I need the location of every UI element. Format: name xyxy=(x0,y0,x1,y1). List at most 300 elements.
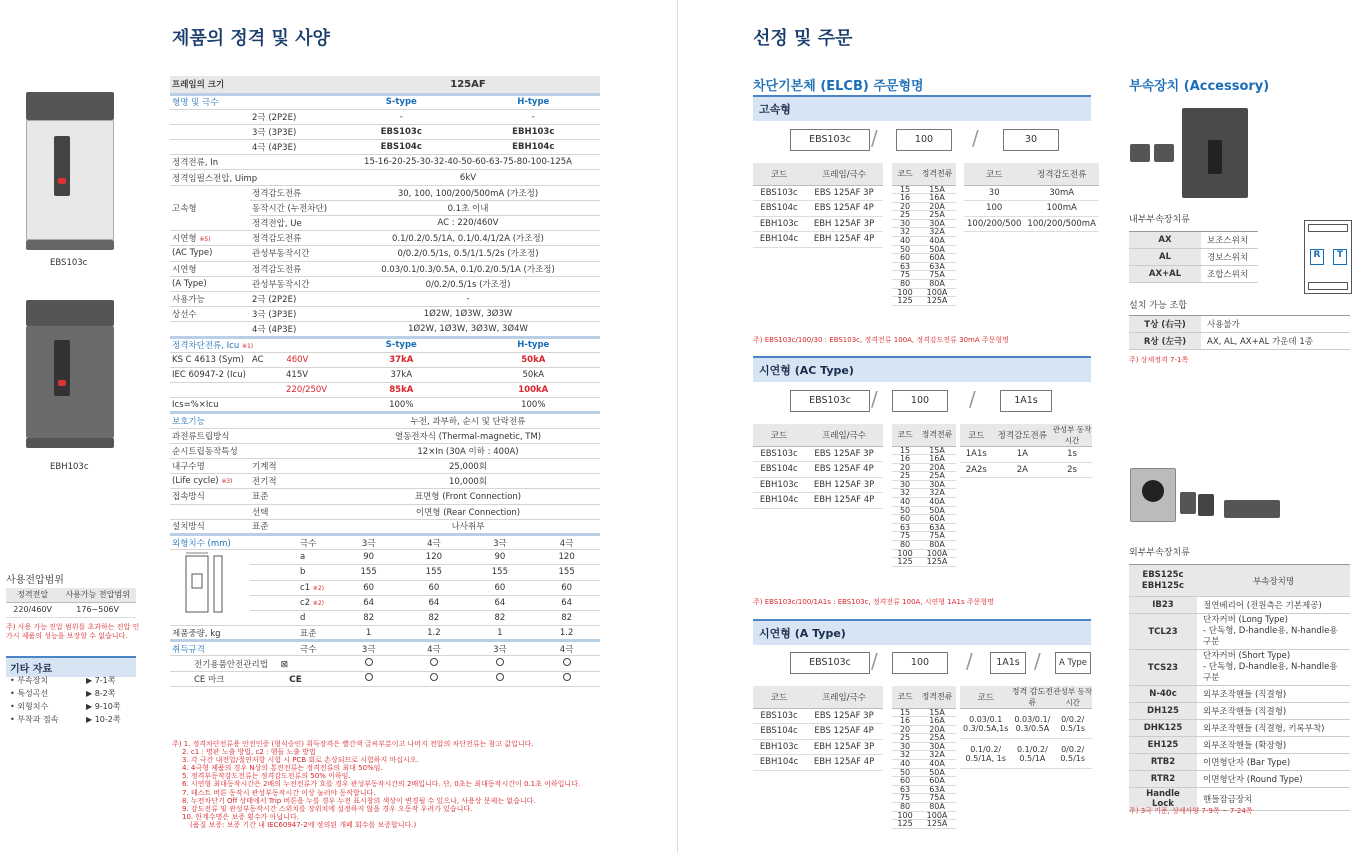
ks-label: KS C 4613 (Sym) xyxy=(170,352,250,367)
col-header: 코드 xyxy=(753,424,805,446)
current-code: 125 xyxy=(892,558,918,567)
cert-label: 취득규격 xyxy=(170,641,250,656)
current-row xyxy=(892,280,956,289)
prot-value: 누전, 과부하, 순시 및 단락전류 xyxy=(336,413,600,428)
combo-note: 주) 상세정격 7-1쪽 xyxy=(1129,356,1189,364)
dim-value: 64 xyxy=(336,595,401,610)
frame-value: 125AF xyxy=(336,76,600,94)
icu-voltage: 220/250V xyxy=(286,385,328,396)
current-code: 15 xyxy=(892,185,918,194)
hs-sens-box: 30 xyxy=(1003,129,1059,151)
ac-code-box: EBS103c xyxy=(790,390,870,412)
current-code: 125 xyxy=(892,820,918,829)
prot-label: 보호기능 xyxy=(170,413,336,428)
dim-header: 극수 xyxy=(250,534,336,549)
pole-label: 3극 (3P3E) xyxy=(250,124,336,139)
current-value: 60A xyxy=(918,515,956,524)
life-key: 기계적 xyxy=(250,459,336,474)
slash-separator: / xyxy=(871,126,878,150)
weight-value: 1 xyxy=(467,626,534,641)
cert-row-ce: CE 마크 CE xyxy=(170,671,336,686)
col-header: 정격 감도전류 xyxy=(1011,687,1053,707)
current-code: 75 xyxy=(892,532,918,541)
current-code: 80 xyxy=(892,803,918,812)
spec-table xyxy=(170,76,600,687)
a-type-label2: (A Type) xyxy=(170,276,250,291)
model-code: EBH104c xyxy=(753,232,805,248)
ics-label: Ics=%×Icu xyxy=(170,398,336,413)
sens-value: 0.1/0.2/ 0.5/1A xyxy=(1011,739,1053,769)
t-slot-label: T xyxy=(1333,249,1347,265)
model-frame: EBH 125AF 4P xyxy=(805,232,883,248)
model-frame: EBS 125AF 3P xyxy=(805,708,883,724)
cert-header: 극수 xyxy=(250,641,336,656)
circle-icon xyxy=(496,673,504,681)
dim-value: 64 xyxy=(467,595,534,610)
volt-header: 사용가능 전압범위 xyxy=(59,588,136,602)
ext-code: TCL23 xyxy=(1129,614,1197,650)
dim-value: 155 xyxy=(533,565,600,580)
kc-mark-icon: ⊠ xyxy=(280,659,289,670)
dim-key: c2 ※2) xyxy=(250,595,336,610)
elcb-order-title: 차단기본체 (ELCB) 주문형명 xyxy=(753,79,924,94)
slash-separator: / xyxy=(1034,649,1041,673)
hs-note: 주) EBS103c/100/30 : EBS103c, 정격전류 100A, 정격감도전류 30mA 주문형명 xyxy=(753,336,1009,344)
pole-value: EBS103c xyxy=(336,124,467,139)
sens-time: 1s xyxy=(1052,447,1092,463)
acc-code: AX+AL xyxy=(1129,266,1201,283)
dim-value: 120 xyxy=(533,550,600,565)
dim-key: d xyxy=(250,610,336,625)
col-header: 코드 xyxy=(892,424,918,446)
current-value: 15A xyxy=(918,446,956,455)
model-frame: EBS 125AF 3P xyxy=(805,185,883,201)
current-code: 60 xyxy=(892,515,918,524)
dim-value: 82 xyxy=(401,610,466,625)
sens-code: 1A1s xyxy=(960,447,993,463)
acc-code: AL xyxy=(1129,249,1201,266)
ac-sens-box: 1A1s xyxy=(1000,390,1052,412)
voltage-note: 주) 사용 가능 전압 범위를 초과하는 전압 인가시 제품의 성능을 보장할 수 없습니다. xyxy=(6,623,140,640)
current-value: 20A xyxy=(918,202,956,211)
cert-col: 4극 xyxy=(533,641,600,656)
other-resource-item[interactable]: • 부착과 점속 ▶ 10-2쪽 xyxy=(10,715,121,724)
circle-icon xyxy=(430,658,438,666)
current-code: 15 xyxy=(892,446,918,455)
current-value: 100A xyxy=(918,288,956,297)
col-header: 정격감도전류 xyxy=(993,424,1052,447)
current-value: 75A xyxy=(918,271,956,280)
h-type-header: H-type xyxy=(467,94,600,109)
dim-key: a xyxy=(250,550,336,565)
life-value: 10,000회 xyxy=(336,474,600,489)
slash-separator: / xyxy=(871,387,878,411)
external-note: 주) 3극 기준, 상세사양 7-9쪽 ~ 7-24쪽 xyxy=(1129,807,1253,815)
ext-code: DH125 xyxy=(1129,703,1197,720)
current-row xyxy=(892,820,956,829)
r-slot-label: R xyxy=(1310,249,1324,265)
current-code: 15 xyxy=(892,708,918,717)
ext-name: 핸들잠금장치 xyxy=(1197,788,1350,811)
a-key: 정격감도전류 xyxy=(250,261,336,276)
slash-separator: / xyxy=(969,387,976,411)
ics-s: 100% xyxy=(336,398,467,413)
ac-model-table xyxy=(753,424,883,509)
icu-h-value: 50kA xyxy=(467,367,600,382)
ac-note: 주) EBS103c/100/1A1s : EBS103c, 정격전류 100A, 시연형 1A1s 주문형명 xyxy=(753,598,994,606)
current-code: 63 xyxy=(892,523,918,532)
icu-voltage: 460V xyxy=(286,354,309,365)
a-model-table xyxy=(753,686,883,771)
ext-header: EBS125c EBH125c xyxy=(1129,565,1197,597)
a-type-label: 시연형 xyxy=(170,261,250,276)
model-code: EBS103c xyxy=(753,446,805,462)
high-speed-label: 고속형 xyxy=(170,185,250,231)
hs-value: 30, 100, 100/200/500mA (가조정) xyxy=(336,185,600,200)
dim-value: 60 xyxy=(533,580,600,595)
hs-model-table xyxy=(753,163,883,248)
icu-h-value: 50kA xyxy=(467,352,600,367)
rt-diagram xyxy=(1304,220,1352,294)
current-row xyxy=(892,558,956,567)
model-frame: EBH 125AF 3P xyxy=(805,216,883,232)
current-code: 20 xyxy=(892,463,918,472)
dim-col: 3극 xyxy=(467,534,534,549)
current-value: 20A xyxy=(918,463,956,472)
hs-value: 0.1초 이내 xyxy=(336,200,600,215)
current-code: 16 xyxy=(892,455,918,464)
col-header: 코드 xyxy=(753,163,805,185)
ac-amp-box: 100 xyxy=(892,390,948,412)
sens-time: 0/0.2/ 0.5/1s xyxy=(1053,709,1092,739)
mount-label: 설치방식 xyxy=(170,519,250,534)
current-code: 80 xyxy=(892,541,918,550)
hs-key: 정격감도전류 xyxy=(250,185,336,200)
current-row xyxy=(892,541,956,550)
model-frame: EBS 125AF 4P xyxy=(805,724,883,740)
current-code: 63 xyxy=(892,785,918,794)
ext-name: 이면형단자 (Round Type) xyxy=(1197,771,1350,788)
current-code: 25 xyxy=(892,211,918,220)
left-page-title: 제품의 정격 및 사양 xyxy=(172,28,330,49)
current-value: 60A xyxy=(918,777,956,786)
circle-icon xyxy=(430,673,438,681)
ext-code: Handle Lock xyxy=(1129,788,1197,811)
current-code: 75 xyxy=(892,271,918,280)
use-key: 2극 (2P2E) xyxy=(250,291,336,306)
sens-code: 30 xyxy=(964,185,1024,201)
acc-name: 보조스위치 xyxy=(1201,232,1258,249)
current-value: 75A xyxy=(918,794,956,803)
current-value: 32A xyxy=(918,228,956,237)
col-header: 정격감도전류 xyxy=(1024,163,1099,185)
ac-type-label: 시연형 ※5) xyxy=(170,231,250,246)
dim-value: 60 xyxy=(467,580,534,595)
current-value: 100A xyxy=(918,811,956,820)
ebh103c-product-image xyxy=(24,300,118,450)
current-code: 50 xyxy=(892,245,918,254)
use-value: - xyxy=(336,291,600,306)
dim-value: 60 xyxy=(336,580,401,595)
icu-h-value: 100kA xyxy=(467,383,600,398)
a-sens-box: 1A1s xyxy=(990,652,1026,674)
sens-time: 2s xyxy=(1052,462,1092,478)
current-value: 20A xyxy=(918,725,956,734)
icu-s-value: 85kA xyxy=(336,383,467,398)
uimp-value: 6kV xyxy=(336,170,600,185)
iec-label: IEC 60947-2 (Icu) xyxy=(170,367,250,382)
current-code: 32 xyxy=(892,489,918,498)
current-code: 25 xyxy=(892,472,918,481)
model-code: EBS103c xyxy=(753,185,805,201)
dim-value: 64 xyxy=(533,595,600,610)
col-header: 정격전류 xyxy=(918,424,956,446)
current-row xyxy=(892,717,956,726)
pole-value: EBH104c xyxy=(467,140,600,155)
life-label: 내구수명 xyxy=(170,459,250,474)
dim-key: c1 ※2) xyxy=(250,580,336,595)
hs-key: 정격전압, Ue xyxy=(250,216,336,231)
dim-key: b xyxy=(250,565,336,580)
current-value: 50A xyxy=(918,506,956,515)
conn-key: 선택 xyxy=(250,504,336,519)
dim-value: 90 xyxy=(467,550,534,565)
sens-code: 0.03/0.1 0.3/0.5A,1s xyxy=(960,709,1011,739)
hs-value: AC : 220/460V xyxy=(336,216,600,231)
ac-label: AC xyxy=(252,354,264,365)
hs-code-box: EBS103c xyxy=(790,129,870,151)
pole-label: 2극 (2P2E) xyxy=(250,109,336,124)
combo-value: 사용불가 xyxy=(1201,316,1350,333)
hs-sens-table xyxy=(964,163,1099,232)
combo-value: AX, AL, AX+AL 가운데 1종 xyxy=(1201,333,1350,350)
combo-phase: T상 (右극) xyxy=(1129,316,1201,333)
dim-col: 4극 xyxy=(401,534,466,549)
dim-value: 155 xyxy=(401,565,466,580)
other-resources-list xyxy=(6,675,136,727)
current-value: 63A xyxy=(918,785,956,794)
slash-separator: / xyxy=(966,649,973,673)
combo-table xyxy=(1129,315,1350,350)
dimension-diagram xyxy=(170,550,250,626)
weight-label: 제품중량, kg xyxy=(170,626,250,641)
sens-value: 30mA xyxy=(1024,185,1099,201)
col-header: 프레임/극수 xyxy=(805,424,883,446)
current-code: 75 xyxy=(892,794,918,803)
icu-h-type: H-type xyxy=(467,337,600,352)
hs-key: 동작시간 (누전차단) xyxy=(250,200,336,215)
current-row xyxy=(892,803,956,812)
inst-value: 12×In (30A 이하 : 400A) xyxy=(336,443,600,458)
ac-current-table xyxy=(892,424,956,567)
ext-name: 외부조작핸들 (확장형) xyxy=(1197,737,1350,754)
cert-col: 3극 xyxy=(467,641,534,656)
acc-name: 경보스위치 xyxy=(1201,249,1258,266)
current-code: 16 xyxy=(892,717,918,726)
external-acc-title: 외부부속장치류 xyxy=(1129,548,1190,558)
a-current-table xyxy=(892,686,956,829)
sens-code: 0.1/0.2/ 0.5/1A, 1s xyxy=(960,739,1011,769)
combo-title: 설치 가능 조합 xyxy=(1129,301,1187,311)
col-header: 정격전류 xyxy=(918,163,956,185)
weight-value: 1.2 xyxy=(401,626,466,641)
inst-label: 순시트립동작특성 xyxy=(170,443,336,458)
model-code: EBS104c xyxy=(753,724,805,740)
current-code: 100 xyxy=(892,288,918,297)
current-code: 50 xyxy=(892,768,918,777)
high-speed-bar: 고속형 xyxy=(753,95,1091,121)
a-type-bar: 시연형 (A Type) xyxy=(753,619,1091,645)
current-code: 50 xyxy=(892,506,918,515)
current-value: 50A xyxy=(918,768,956,777)
current-value: 80A xyxy=(918,803,956,812)
voltage-range-table xyxy=(6,588,136,618)
weight-key: 표준 xyxy=(250,626,336,641)
acc-code: AX xyxy=(1129,232,1201,249)
sens-value: 0.03/0.1/ 0.3/0.5A xyxy=(1011,709,1053,739)
model-code: EBH104c xyxy=(753,493,805,509)
ext-code: EH125 xyxy=(1129,737,1197,754)
current-value: 25A xyxy=(918,734,956,743)
dim-value: 82 xyxy=(467,610,534,625)
in-value: 15-16-20-25-30-32-40-50-60-63-75-80-100-125A xyxy=(336,155,600,170)
ac-value: 0/0.2/0.5/1s, 0.5/1/1.5/2s (가조정) xyxy=(336,246,600,261)
cert-col: 4극 xyxy=(401,641,466,656)
uimp-label: 정격임펄스전압, Uimp xyxy=(170,170,336,185)
current-code: 20 xyxy=(892,202,918,211)
pole-value: - xyxy=(336,109,467,124)
pole-value: - xyxy=(467,109,600,124)
other-resources-title: 기타 자료 xyxy=(6,656,136,677)
a-value: 0/0.2/0.5/1s (가조정) xyxy=(336,276,600,291)
col-header: 코드 xyxy=(753,686,805,708)
current-row xyxy=(892,194,956,203)
model-frame: EBS 125AF 4P xyxy=(805,462,883,478)
ac-sens-table xyxy=(960,424,1092,478)
frame-row xyxy=(170,76,600,94)
col-header: 프레임/극수 xyxy=(805,163,883,185)
current-code: 60 xyxy=(892,777,918,786)
current-row xyxy=(892,760,956,769)
ext-code: TCS23 xyxy=(1129,650,1197,686)
other-resource-item[interactable]: • 부속장치 ▶ 7-1쪽 xyxy=(10,676,116,685)
ext-name: 외부조작핸들 (직결형) xyxy=(1197,686,1350,703)
icu-s-value: 37kA xyxy=(336,367,467,382)
current-code: 30 xyxy=(892,219,918,228)
slash-separator: / xyxy=(972,126,979,150)
hs-amp-box: 100 xyxy=(896,129,952,151)
internal-acc-table xyxy=(1129,231,1258,283)
dim-value: 120 xyxy=(401,550,466,565)
pole-label: 4극 (4P3E) xyxy=(250,140,336,155)
col-header: 관성부 동작시간 xyxy=(1053,687,1092,707)
ac-note: ※5) xyxy=(199,236,211,244)
voltage-range-title: 사용전압범위 xyxy=(6,575,64,586)
col-header: 코드 xyxy=(892,163,918,185)
use-value: 1Ø2W, 1Ø3W, 3Ø3W xyxy=(336,307,600,322)
a-value: 0.03/0.1/0.3/0.5A, 0.1/0.2/0.5/1A (가조정) xyxy=(336,261,600,276)
ebs103c-caption: EBS103c xyxy=(50,258,88,268)
dim-value: 155 xyxy=(336,565,401,580)
a-key: 관성부동작시간 xyxy=(250,276,336,291)
other-resource-item[interactable]: • 특성곡선 ▶ 8-2쪽 xyxy=(10,689,116,698)
current-row xyxy=(892,237,956,246)
current-code: 60 xyxy=(892,254,918,263)
current-row xyxy=(892,455,956,464)
icu-s-value: 37kA xyxy=(336,352,467,367)
current-value: 125A xyxy=(918,820,956,829)
pole-value: EBH103c xyxy=(467,124,600,139)
circle-icon xyxy=(563,658,571,666)
mount-key: 표준 xyxy=(250,519,336,534)
model-frame: EBS 125AF 4P xyxy=(805,201,883,217)
in-label: 정격전류, In xyxy=(170,155,336,170)
ext-code: IB23 xyxy=(1129,597,1197,614)
footnotes: 주) 1. 정격차단전류용 안전인증 (형식승인) 취득장격은 빨간색 글씨부분이고 나머지 전압의 차단전류는 참고 값입니다. 2. c1 : 명판 노출 방법, c2 : 핸들 노출 방법 3. 각 극간 내전압/절연저항 시험 시 PCB 회로 손상되므로 시험하지 마십시오. 4. 4극형 제품의 경우 N상의 통전전류는 정격전류의 최대 50%임. 5. 정격부동작감도전류는 정격감도전류의 50% 이하임. 6. 시연형 최대동작시간은 2배의 누전전류가 흐를 경우 관성부동작시간의 2배입니다. 단, 0초는 최대동작시간이 0.1초 이하입니다. 7. 테스트 버튼 동작시 관성부동작시간 이상 눌러야 동작합니다. 8. 누전차단기 Off 상태에서 Trip 버튼을 누를 경우 누전 표시창의 색상이 변경될 수 있으나, 사용상 문제는 없습니다. 9. 감도전류 및 관성부동작시간 스위치를 장위치에 설정하지 않을 경우 오동작 우려가 있습니다. 10. 한계수명은 보증 횟수가 아닙니다. (품질 보증: 보증 기간 내 IEC60947-2에 정의된 개폐 회수를 보증합니다.) xyxy=(172,740,581,829)
other-resource-item[interactable]: • 외형치수 ▶ 9-10쪽 xyxy=(10,702,121,711)
current-value: 30A xyxy=(918,480,956,489)
col-header: 정격전류 xyxy=(918,686,956,708)
weight-value: 1 xyxy=(336,626,401,641)
accessory-title: 부속장치 (Accessory) xyxy=(1129,79,1270,94)
ac-key: 관성부동작시간 xyxy=(250,246,336,261)
ext-name: 외부조작핸들 (직결형, 키록부착) xyxy=(1197,720,1350,737)
ics-h: 100% xyxy=(467,398,600,413)
sens-code: 2A2s xyxy=(960,462,993,478)
current-value: 80A xyxy=(918,280,956,289)
dim-value: 82 xyxy=(336,610,401,625)
col-header: 관성부 동작시간 xyxy=(1052,425,1092,445)
page-divider xyxy=(677,0,678,853)
internal-acc-title: 내부부속장치류 xyxy=(1129,215,1190,225)
current-value: 40A xyxy=(918,498,956,507)
ac-type-label2: (AC Type) xyxy=(170,246,250,261)
current-value: 15A xyxy=(918,708,956,717)
dim-value: 90 xyxy=(336,550,401,565)
acc-name: 조합스위치 xyxy=(1201,266,1258,283)
model-code: EBH103c xyxy=(753,477,805,493)
weight-value: 1.2 xyxy=(533,626,600,641)
right-page-title: 선정 및 주문 xyxy=(753,28,853,49)
sens-value: 100/200/500mA xyxy=(1024,216,1099,232)
current-code: 25 xyxy=(892,734,918,743)
ebs103c-product-image xyxy=(24,92,118,252)
circle-icon xyxy=(563,673,571,681)
conn-key: 표준 xyxy=(250,489,336,504)
use-value: 1Ø2W, 1Ø3W, 3Ø3W, 3Ø4W xyxy=(336,322,600,337)
pole-value: EBS104c xyxy=(336,140,467,155)
current-value: 16A xyxy=(918,455,956,464)
use-label2: 상선수 xyxy=(170,307,250,322)
current-value: 63A xyxy=(918,262,956,271)
trip-label: 과전류트립방식 xyxy=(170,428,336,443)
current-code: 125 xyxy=(892,297,918,306)
a-type-box: A Type xyxy=(1055,652,1091,674)
dim-value: 155 xyxy=(467,565,534,580)
current-value: 16A xyxy=(918,194,956,203)
circle-icon xyxy=(365,673,373,681)
current-value: 75A xyxy=(918,532,956,541)
current-code: 100 xyxy=(892,549,918,558)
frame-label: 프레임의 크기 xyxy=(170,76,336,94)
model-frame: EBH 125AF 4P xyxy=(805,755,883,771)
current-code: 30 xyxy=(892,480,918,489)
model-frame: EBH 125AF 4P xyxy=(805,493,883,509)
a-sens-table xyxy=(960,686,1092,769)
col-header: 코드 xyxy=(892,686,918,708)
life-key: 전기적 xyxy=(250,474,336,489)
combo-phase: R상 (左극) xyxy=(1129,333,1201,350)
